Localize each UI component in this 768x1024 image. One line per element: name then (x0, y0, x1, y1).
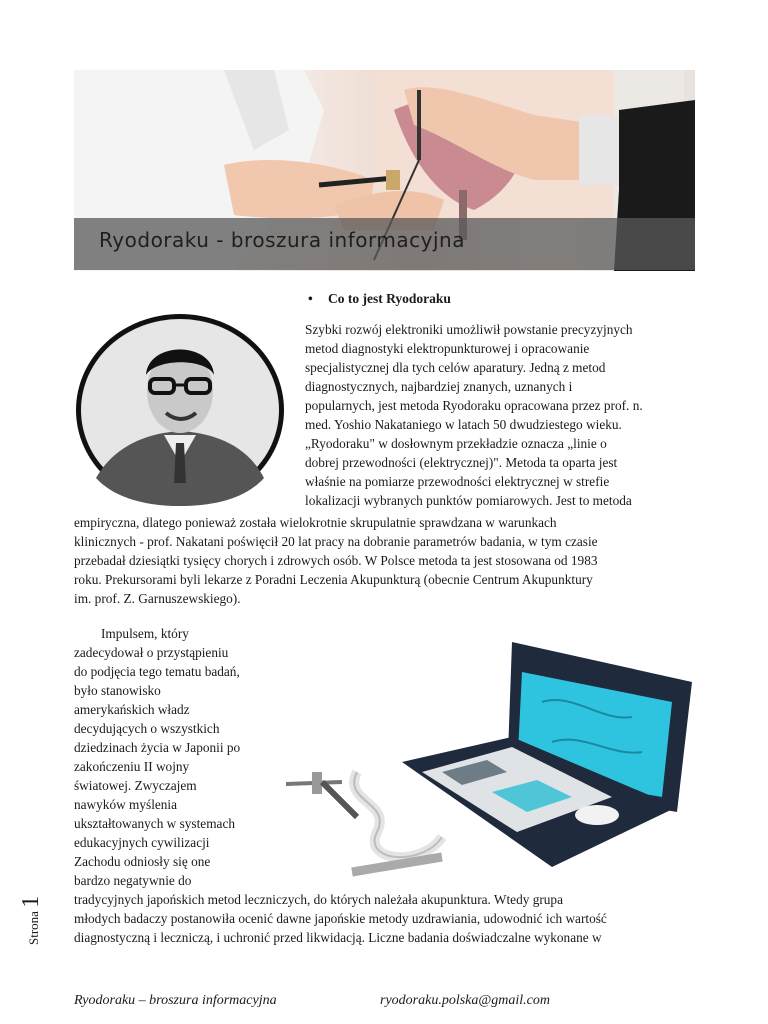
section-heading-text: Co to jest Ryodoraku (328, 291, 451, 306)
text-line: diagnostyczną i leczniczą, i uchronić przed likwidacją. Liczne badania doświadczalne wykonane w (74, 930, 602, 945)
section-heading (308, 291, 451, 307)
text-line: med. Yoshio Nakataniego w latach 50 dwudziestego wieku. (305, 417, 622, 432)
text-line: światowej. Zwyczajem (74, 778, 197, 793)
text-line: dziedzinach życia w Japonii po (74, 740, 241, 755)
text-line: edukacyjnych cywilizacji (74, 835, 210, 850)
page-number-value: 1 (18, 895, 44, 908)
text-line: tradycyjnych japońskich metod leczniczych, do których należała akupunktura. Wtedy grupa (74, 892, 563, 907)
header-banner (74, 70, 695, 271)
text-line: Impulsem, który (101, 626, 189, 641)
text-line: diagnostycznych, najbardziej znanych, uznanych i (305, 379, 573, 394)
text-line: właśnie na pomiarze przewodności elektrycznej w strefie (305, 474, 610, 489)
paragraph-1-full (74, 513, 694, 608)
text-line: zakończeniu II wojny (74, 759, 190, 774)
banner-title: Ryodoraku - broszura informacyjna (99, 228, 465, 252)
text-line: roku. Prekursorami byli lekarze z Poradni Leczenia Akupunkturą (obecnie Centrum Akupunktury (74, 572, 593, 587)
text-line: lokalizacji wybranych punktów pomiarowych. Jest to metoda (305, 493, 632, 508)
text-line: do podjęcia tego tematu badań, (74, 664, 240, 679)
paragraph-1-wrapped (305, 320, 697, 510)
text-line: Zachodu odniosły się one (74, 854, 211, 869)
paragraph-2-column (74, 624, 289, 890)
text-line: było stanowisko (74, 683, 161, 698)
text-line: przebadał dziesiątki tysięcy chorych i zdrowych osób. W Polsce metoda ta jest stosowana od 1983 (74, 553, 598, 568)
text-line: nawyków myślenia (74, 797, 178, 812)
text-line: popularnych, jest metoda Ryodoraku opracowana przez prof. n. (305, 398, 643, 413)
text-line: specjalistycznej dla tych celów aparatury. Jedną z metod (305, 360, 606, 375)
text-line: decydujących o wszystkich (74, 721, 220, 736)
text-line: metod diagnostyki elektropunkturowej i opracowanie (305, 341, 590, 356)
footer-email: ryodoraku.polska@gmail.com (380, 993, 550, 1008)
device-photo (282, 632, 710, 890)
text-line: młodych badaczy postanowiła ocenić dawne japońskie metody uzdrawiania, udowodnić ich wartość (74, 911, 607, 926)
text-line: Szybki rozwój elektroniki umożliwił powstanie precyzyjnych (305, 322, 633, 337)
text-line: im. prof. Z. Garnuszewskiego). (74, 591, 241, 606)
text-line: dobrej przewodności (elektrycznej)". Metoda ta oparta jest (305, 455, 618, 470)
text-line: bardzo negatywnie do (74, 873, 192, 888)
text-line: zadecydował o przystąpieniu (74, 645, 229, 660)
banner-caption-bar (74, 218, 695, 270)
bullet-icon: • (308, 291, 313, 306)
text-line: ukształtowanych w systemach (74, 816, 235, 831)
paragraph-2-full (74, 890, 704, 947)
footer-title: Ryodoraku – broszura informacyjna (74, 993, 277, 1008)
page-number-label: Strona (26, 911, 41, 945)
text-line: klinicznych - prof. Nakatani poświęcił 20 lat pracy na dobranie parametrów badania, w tym czasie (74, 534, 598, 549)
page-number (18, 896, 45, 945)
portrait-photo (76, 313, 285, 508)
text-line: empiryczna, dlatego ponieważ została wielokrotnie skrupulatnie sprawdzana w warunkach (74, 515, 557, 530)
text-line: „Ryodoraku" w dosłownym przekładzie oznacza „linie o (305, 436, 607, 451)
text-line: amerykańskich władz (74, 702, 190, 717)
